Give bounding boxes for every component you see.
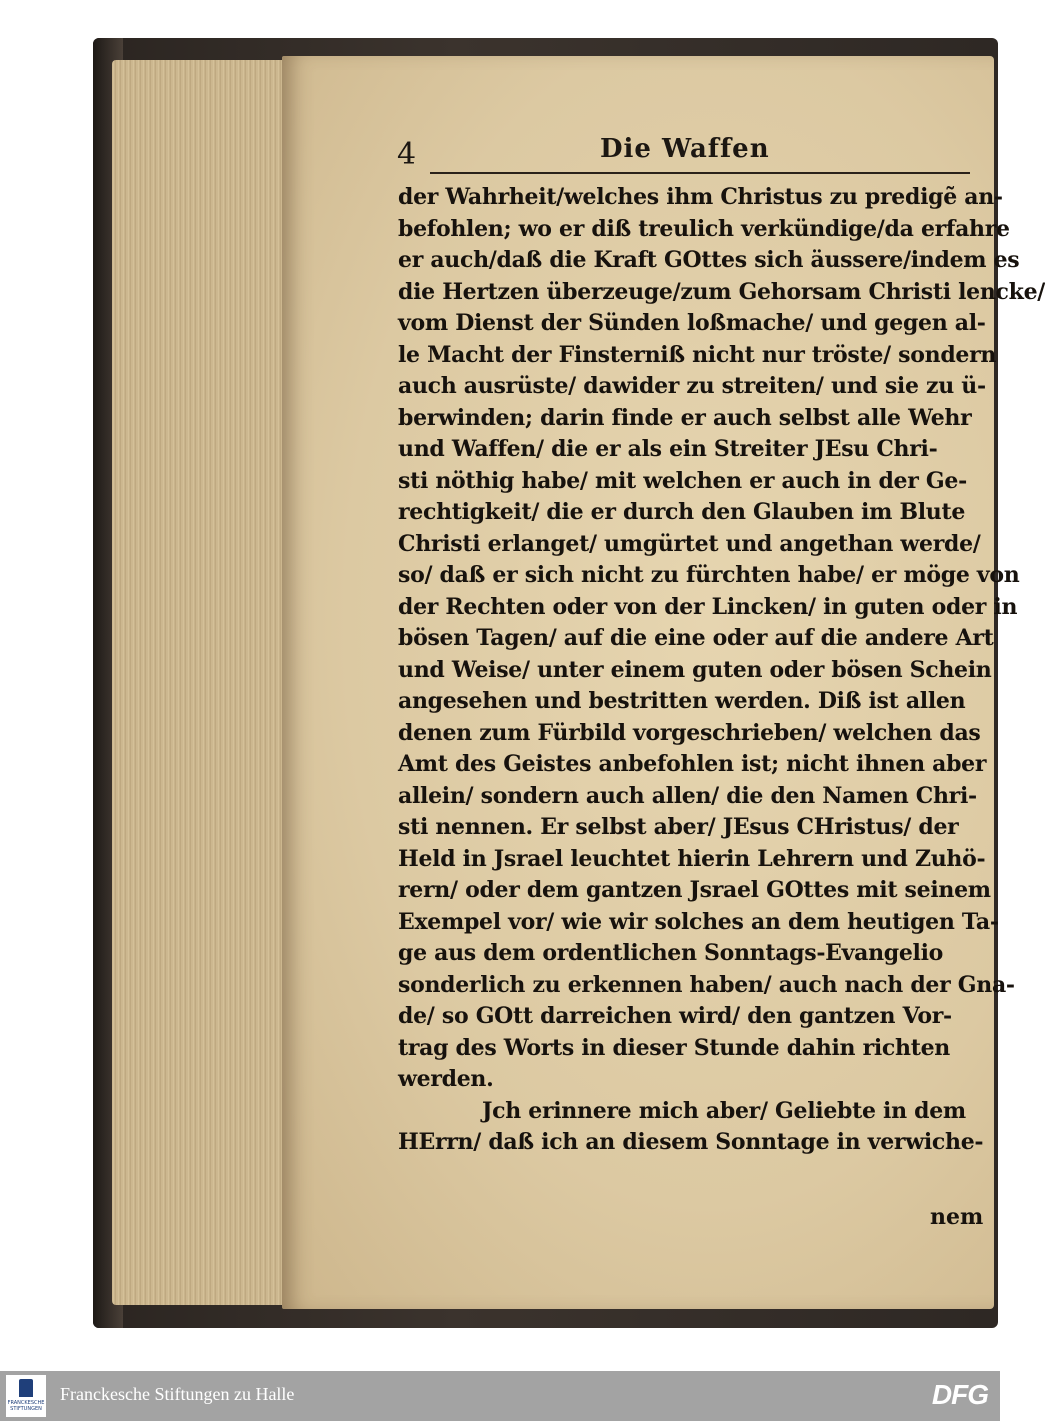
- text-line: der Rechten oder von der Lincken/ in guten oder in: [398, 593, 1018, 620]
- text-line: Amt des Geistes anbefohlen ist; nicht ihnen aber: [398, 751, 987, 777]
- text-line: befohlen; wo er diß treulich verkündige/da erfahre: [398, 215, 1010, 242]
- institution-name: Franckesche Stiftungen zu Halle: [60, 1384, 295, 1404]
- text-line: denen zum Fürbild vorgeschrieben/ welchen das: [398, 719, 981, 746]
- catchword: nem: [930, 1204, 984, 1230]
- text-line: rern/ oder dem gantzen Jsrael GOttes mit seinem: [398, 877, 991, 903]
- institution-logo-text: FRANCKESCHE STIFTUNGEN: [7, 1400, 45, 1412]
- text-line: Held in Jsrael leuchtet hierin Lehrern und Zuhö-: [398, 845, 986, 872]
- header-rule: [430, 172, 970, 174]
- text-line: Jch erinnere mich aber/ Geliebte in dem: [482, 1097, 966, 1124]
- institution-logo: [6, 1375, 46, 1417]
- text-line: le Macht der Finsterniß nicht nur tröste/ sondern: [398, 341, 997, 368]
- text-line: HErrn/ daß ich an diesem Sonntage in verwiche-: [398, 1129, 984, 1155]
- text-line: sonderlich zu erkennen haben/ auch nach der Gna-: [398, 971, 1015, 998]
- text-line: sti nöthig habe/ mit welchen er auch in der Ge-: [398, 467, 967, 494]
- text-line: ge aus dem ordentlichen Sonntags-Evangelio: [398, 940, 944, 966]
- text-line: de/ so GOtt darreichen wird/ den gantzen Vor-: [398, 1003, 952, 1029]
- text-line: allein/ sondern auch allen/ die den Namen Chri-: [398, 782, 977, 809]
- text-line: Christi erlanget/ umgürtet und angethan werde/: [398, 530, 981, 557]
- dfg-logo: DFG: [931, 1379, 988, 1410]
- text-line: bösen Tagen/ auf die eine oder auf die andere Art: [398, 625, 994, 651]
- body-text: [398, 182, 1045, 1159]
- text-line: berwinden; darin finde er auch selbst alle Wehr: [398, 404, 972, 431]
- text-line: so/ daß er sich nicht zu fürchten habe/ er möge von: [398, 562, 1020, 588]
- text-line: angesehen und bestritten werden. Diß ist allen: [398, 688, 966, 714]
- text-line: trag des Worts in dieser Stunde dahin richten: [398, 1034, 950, 1061]
- text-line: sti nennen. Er selbst aber/ JEsus CHristus/ der: [398, 814, 959, 840]
- text-line: Exempel vor/ wie wir solches an dem heutigen Ta-: [398, 908, 999, 935]
- text-line: rechtigkeit/ die er durch den Glauben im Blute: [398, 499, 966, 525]
- text-line: die Hertzen überzeuge/zum Gehorsam Christi lencke/: [398, 278, 1045, 305]
- text-line: vom Dienst der Sünden loßmache/ und gegen al-: [398, 310, 986, 336]
- institution-emblem-icon: [19, 1379, 33, 1397]
- text-line: und Weise/ unter einem guten oder bösen Schein: [398, 656, 992, 683]
- footer-bar: [0, 1371, 1000, 1421]
- text-line: und Waffen/ die er als ein Streiter JEsu Chri-: [398, 436, 938, 462]
- running-head: Die Waffen: [600, 134, 770, 164]
- page-number: 4: [397, 137, 417, 172]
- text-line: der Wahrheit/welches ihm Christus zu predigẽ an-: [398, 184, 1003, 210]
- text-line: er auch/daß die Kraft GOttes sich äussere/indem es: [398, 247, 1020, 273]
- text-line: werden.: [398, 1066, 494, 1092]
- text-line: auch ausrüste/ dawider zu streiten/ und sie zu ü-: [398, 373, 986, 399]
